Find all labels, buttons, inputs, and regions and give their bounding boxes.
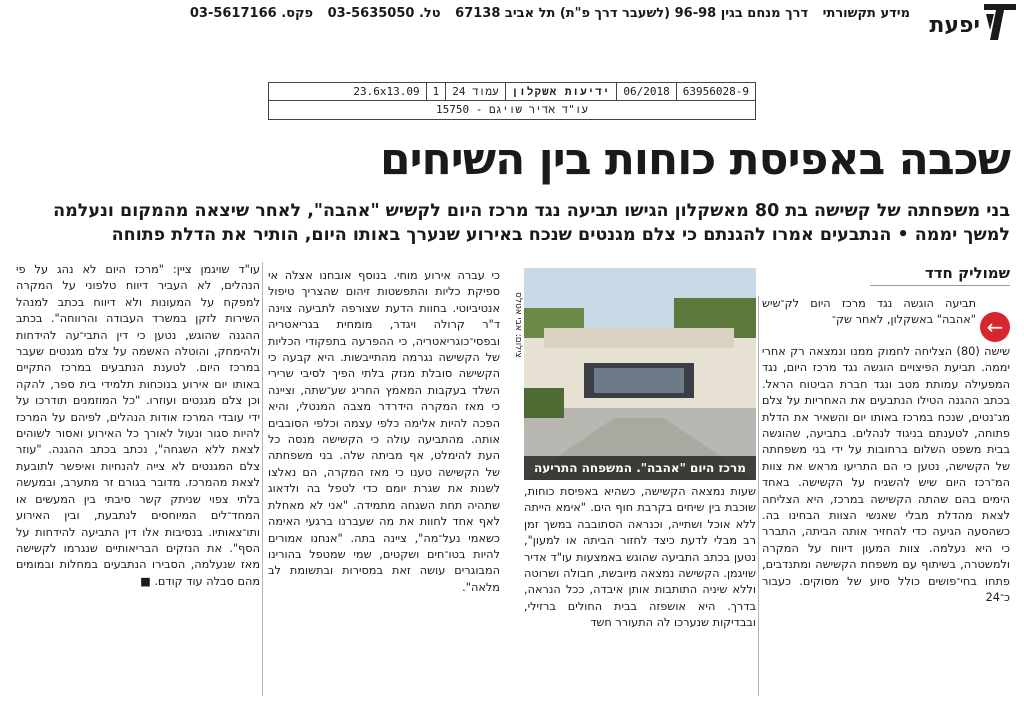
article-column-4: עו"ד שויגמן ציין: "מרכז היום לא נהג על פי הנהלים, לא העביר דיווח טלפוני על המקרה למפקח על המעונות ולא דיווח בכתב למנהל השירות לזקן במשרד העבודה והרווחה". בכתב ההגנה שהוגש, נטען כי דין התבי־עה להידחות ולהימחק, והוטלה האשמה על צלם מגנטים שעבר במרכז היום. לטענת הנתבעים במרכז התקיים באותו יום אירוע בנוכחות תלמידי בית ספר, להקה וכן צלם מגנטים ועוזרו. "כל המוזמנים תודרכו על ידי עובדי המרכז אודות הנהלים, לפיהם על המרכז להיות סגור ונעול לאורך כל האירוע ואסור לשוהים לצאת ללא השגחה", נכתב בכתב ההגנה. "עוזר צלם המגנטים לא צייה להנחיות ואיפשר לתובעת לצאת מהמרכז. מדובר בגורם זר מתערב, ובמעשה בלתי צפוי שניתק קשר סיבתי בין המעשים או המחד־לים המיוחסים לנתבעת, ובין האירוע ותו־צאותיו. בנסיבות אלו דין התביעה להידחות על הסף". את הנזקים הבריאותיים שנגרמו לקשישה מאז שנעלמה, הסבירו הנתבעים במחלות ובמומים מהם סבלה עוד קודם. ■	[16, 263, 260, 588]
clipping-header	[20, 4, 910, 24]
ref-date: 06/2018	[616, 83, 675, 100]
reference-box	[268, 82, 756, 120]
arrow-icon: ←	[980, 312, 1010, 342]
header-tel-label: טל.	[418, 6, 441, 21]
header-address: דרך מנחם בגין 96-98 (לשעבר דרך פ"ת) תל אביב 67138	[455, 6, 809, 21]
column-divider	[758, 296, 759, 696]
ref-id: 63956028-9	[676, 83, 755, 100]
yifat-logo	[900, 0, 1018, 46]
article-column-3: כי עברה אירוע מוחי. בנוסף אובחנו אצלה אי ספיקת כליות והתפשטות זיהום שהצריך טיפול אנטיביוטי. בחוות הדעת שצורפה לתביעה צוינה ד"ר קרולה ויגדר, מומחית בגריאטריה ובפסי־כוגריאטריה, כי ההפרעה בתפקודי הכליות של הקשישה נגרמה מהתייבשות. היא קבעה כי הקשישה סובלת מנזק בלתי הפיך לסיבי שרירי השלד בעקבות המאמץ החריג שע־שתה, וציינה כי מאז המקרה הידרדר מצבה המנטלי, והיא הפכה להיות אלימה כלפי עצמה וכלפי הסובבים אותה. מהתביעה עולה כי הקשישה מנסה כל העת להימלט, אף מביתה שלה. בני משפחתה של הקשישה טענו כי מאז המקרה, הם נאלצו לשנות את שגרת יומם כדי לטפל בה ולדאוג שתהיה תחת השגחה מתמידה. "אני לא מאחלת לאף אחד לחוות את מה שעברנו ברגעי האימה כשאמי נעל־מה", ציינה בתה. "אנחנו אמורים להיות בטו־חים ושקטים, שמי שמטפל בהורינו המבוגרים עושה זאת במסירות ובתשומת לב מלאה".	[268, 269, 500, 594]
ref-page-number: 24	[452, 85, 466, 98]
article-column-1: שישה (80) הצליחה לחמוק ממנו ונמצאה רק אחרי יממה. תביעת הפיצויים הוגשה נגד מרכז היום, נגד המפעילה עמותת מטב ונגד חברת הביטוח הראל. בכתב ההגנה הטילו הנתבעים את האחריות על צלם מג־נטים, שנכח במרכז באותו יום והשאיר את הדלת פתוחה, לטענתם בניגוד לנהלים. בתביעה, שהוגשה בבית משפט השלום ברחובות על ידי בני משפחתה של הקשישה, נטען כי הם התריעו מראש את צוות המ־רכז היום שיש להשגיח על הקשישה. באחד הימים בהם שהתה הקשישה במרכז, היא הצליחה לצאת מהדלת מבלי שאנשי הצוות הבחינו בה. כשהסעה הגיעה כדי להחזיר אותה הביתה, התברר כי היא נעלמה. צוות המעון דיווח על המקרה ולמשטרה, בשיתוף עם משפחת הקשישה ומתנדבים, פתחו בחי־פושים כולל סיוע של מסוקים. כעבור כ־24	[762, 345, 1010, 605]
headline: שכבה באפיסת כוחות בין השיחים	[379, 134, 1010, 185]
ref-size: 23.6x13.09	[353, 85, 420, 98]
ref-paper: ידיעות אשקלון	[505, 83, 617, 100]
article-column-2: שעות נמצאה הקשישה, כשהיא באפיסת כוחות, שוכבת בין שיחים בקרבת חוף הים. "אימא הייתה ללא אוכל ושתייה, וכנראה הסתובבה במשך זמן רב מבלי לדעת כיצד לחזור הביתה או למעון", נטען בכתב התביעה שהוגש באמצעות עו"ד אדיר שויגמן. הקשישה נמצאה מיובשת, חבולה ושרוטה וללא שיניה התותבות אותן איבדה, ככל הנראה, בדרך. היא אושפזה בבית החולים ברזילי, ובבדיקות שנערכו לה התעורר חשד	[524, 485, 756, 630]
header-slogan: מידע תקשורתי	[822, 6, 910, 21]
brand-name: יפעת	[929, 13, 980, 38]
header-fax-label: פקס.	[281, 6, 314, 21]
ref-editor: עו"ד אדיר שויגם - 15750	[435, 103, 589, 116]
article-column-1-intro: תביעה הוגשה נגד מרכז היום לק־שיש "אהבה" באשקלון, לאחר שק־	[762, 297, 976, 327]
header-fax: 03-5617166	[189, 6, 277, 21]
photo-credit: צילום: אבי אטלס	[513, 292, 523, 358]
ref-page-label: עמוד	[472, 85, 499, 98]
subheadline: בני משפחתה של קשישה בת 80 מאשקלון הגישו תביעה נגד מרכז היום לקשיש "אהבה", לאחר שיצאה מהמקום ונעלמה למשך יממה • הנתבעים אמרו להגנתם כי צלם מגנטים שנכח באירוע שנערך באותו היום, הותיר את הדלת פתוחה	[53, 201, 1010, 245]
column-divider	[262, 262, 263, 696]
byline: שמוליק חדד	[870, 264, 1010, 286]
ref-col: 1	[426, 83, 446, 100]
header-tel: 03-5635050	[327, 6, 415, 21]
photo-caption: מרכז היום "אהבה". המשפחה התריעה	[524, 456, 756, 480]
ref-page	[445, 83, 504, 100]
article-photo	[524, 268, 756, 480]
